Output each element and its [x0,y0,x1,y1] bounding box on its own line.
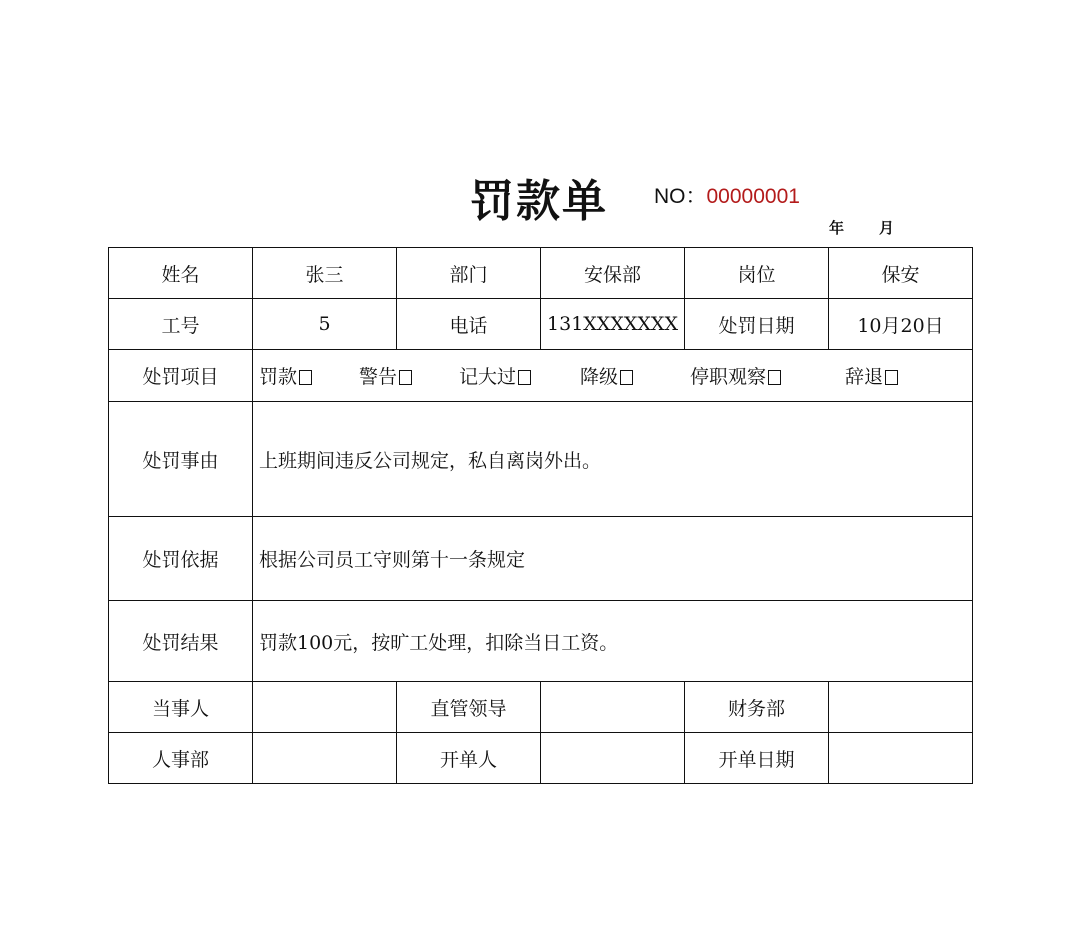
checkbox-suspension[interactable] [768,370,781,385]
form-number [654,182,800,212]
issuer-signature-field[interactable] [541,733,685,784]
row-reason [109,402,973,517]
issue-date-field[interactable] [829,733,973,784]
checkbox-demotion[interactable] [620,370,633,385]
row-signatures-1 [109,682,973,733]
supervisor-label: 直管领导 [397,682,541,733]
department-value: 安保部 [541,248,685,299]
penalty-date-label: 处罚日期 [685,299,829,350]
row-basis [109,517,973,601]
option-warning-label: 警告 [359,366,398,388]
basis-value: 根据公司员工守则第十一条规定 [253,517,973,601]
option-fine[interactable] [259,362,359,389]
result-label: 处罚结果 [109,601,253,682]
employee-id-value: 5 [253,299,397,350]
reason-label: 处罚事由 [109,402,253,517]
checkbox-dismissal[interactable] [885,370,898,385]
form-number-label: NO： [654,185,707,208]
position-label: 岗位 [685,248,829,299]
checkbox-fine[interactable] [299,370,312,385]
party-label: 当事人 [109,682,253,733]
basis-label: 处罚依据 [109,517,253,601]
reason-value: 上班期间违反公司规定，私自离岗外出。 [253,402,973,517]
name-label: 姓名 [109,248,253,299]
row-penalty-items [109,350,973,402]
option-demotion[interactable] [580,362,690,389]
phone-value: 131XXXXXXX [541,299,685,350]
finance-label: 财务部 [685,682,829,733]
row-result [109,601,973,682]
form-number-value: 00000001 [706,185,800,208]
supervisor-signature-field[interactable] [541,682,685,733]
penalty-items-options [253,350,973,402]
position-value: 保安 [829,248,973,299]
finance-signature-field[interactable] [829,682,973,733]
penalty-items-label: 处罚项目 [109,350,253,402]
issue-date-label: 开单日期 [685,733,829,784]
department-label: 部门 [397,248,541,299]
issuer-label: 开单人 [397,733,541,784]
penalty-form-table [108,247,973,784]
option-dismissal-label: 辞退 [845,366,884,388]
result-value: 罚款100元，按旷工处理，扣除当日工资。 [253,601,973,682]
option-fine-label: 罚款 [259,366,298,388]
row-signatures-2 [109,733,973,784]
option-suspension[interactable] [690,362,845,389]
option-major-demerit[interactable] [459,362,580,389]
penalty-date-value: 10月20日 [829,299,973,350]
row-contact-info [109,299,973,350]
option-dismissal[interactable] [845,362,898,389]
option-major-demerit-label: 记大过 [459,366,517,388]
option-suspension-label: 停职观察 [690,366,767,388]
year-label: 年 [829,219,845,237]
name-value: 张三 [253,248,397,299]
option-warning[interactable] [359,362,459,389]
option-demotion-label: 降级 [580,366,619,388]
phone-label: 电话 [397,299,541,350]
hr-label: 人事部 [109,733,253,784]
row-basic-info [109,248,973,299]
form-title: 罚款单 [470,176,608,227]
employee-id-label: 工号 [109,299,253,350]
party-signature-field[interactable] [253,682,397,733]
checkbox-major-demerit[interactable] [518,370,531,385]
hr-signature-field[interactable] [253,733,397,784]
checkbox-warning[interactable] [399,370,412,385]
month-label: 月 [879,219,895,237]
